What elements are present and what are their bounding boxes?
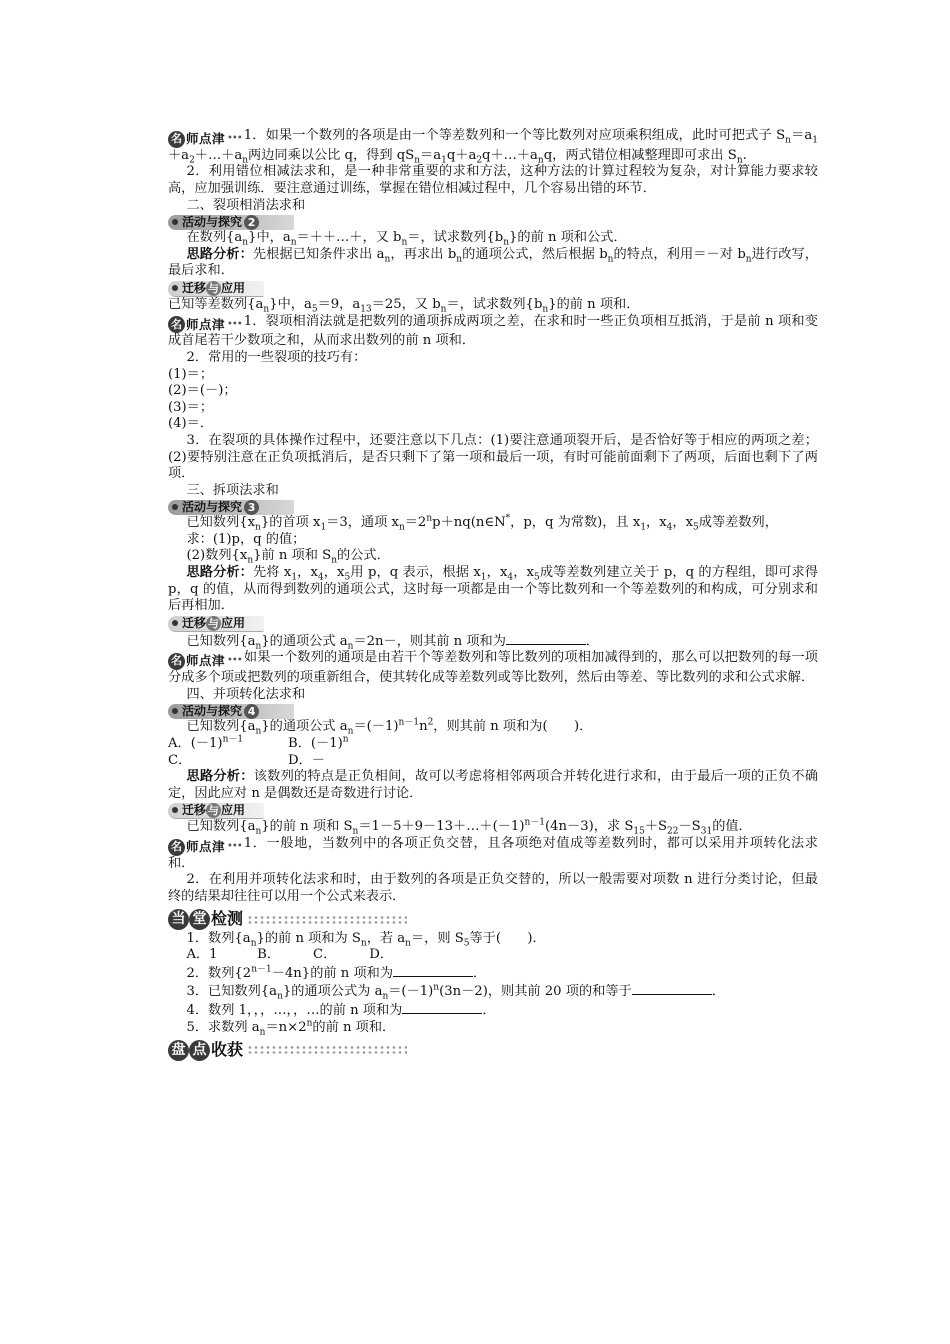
split-item-2: (2)＝(－)； — [168, 383, 237, 399]
analysis-2: 思路分析：先根据已知条件求出 $a_n$，再求出 $b_n$的通项公式，然后根据 $b_n$的特点，利用＝－对 $b_n$进行改写，最后求和． — [168, 246, 818, 279]
document-page — [168, 128, 818, 1061]
transfer-header-2: 迁移 与 应用 — [168, 281, 264, 297]
options-row-2 — [168, 753, 818, 770]
question-3: 已知数列$\{x_n\}$的首项 $x_1=3$，通项 $x_n=2^np+nq(n\in N^*$，p，q 为常数)，且 $x_1$，$x_4$，$x_5$成等差数列， — [186, 513, 778, 533]
section-heading-3: 三、拆项法求和 — [186, 482, 279, 498]
tip-2-1: 名 师点津 ••• 1．裂项相消法就是把数列的通项拆成两项之差，在求和时一些正负项相互抵消，于是前 n 项和变成首尾若干少数项之和，从而求出数列的前 n 项和． — [168, 313, 818, 349]
split-item-4: (4)＝． — [168, 416, 214, 432]
analysis-4: 思路分析：该数列的特点是正负相间，故可以考虑将相邻两项合并转化进行求和，由于最后一项的正负不确定，因此应对 n 是偶数还是奇数进行讨论． — [168, 769, 819, 801]
check-q4: 4．数列 1，，，…，，…的前 n 项和为 ． — [186, 1002, 496, 1018]
check-q3: 3．已知数列$\{a_n\}$的通项公式为 $a_n=(-1)^n(3n-2)$，则其前 20 项的和等于 ． — [186, 982, 725, 1002]
question-3-part-2: (2)数列$\{x_n\}$前 n 项和 $S_n$的公式． — [186, 548, 390, 567]
option-d[interactable]: D．－ — [288, 752, 325, 768]
tip-paragraph-1: 名 师点津 ••• 1．如果一个数列的各项是由一个等差数列和一个等比数列对应项乘积组成，此时可把式子 $S_n=a_1+a_2+\dots+a_n$两边同乘以公比 q，得到 $qS_n=a_1q+a_2q+\dots+a_nq$，两式错位相减整理即可求出 $S_n$. — [168, 128, 818, 166]
check-q1: 1．数列$\{a_n\}$的前 n 项和为 $S_n$，若 $a_n=$，则 $S_5$等于( )． — [186, 930, 546, 949]
mingshi-badge: 名 师点津 ••• — [168, 839, 242, 856]
answer-blank[interactable] — [402, 1001, 482, 1014]
tip-2-2: 2．常用的一些裂项的技巧有： — [186, 349, 367, 365]
answer-blank[interactable] — [393, 964, 473, 977]
analysis-3: 思路分析：先将 $x_1$，$x_4$，$x_5$用 p，q 表示，根据 $x_1$，$x_4$，$x_5$成等差数列建立关于 p，q 的方程组，即可求得 p，q 的值，从而得到数列的通项公式，这时每一项都是由一个等比数列和一个等差数列的和构成，可分别求和后再相加． — [168, 565, 819, 614]
transfer-question-3: 已知数列$\{a_n\}$的通项公式 $a_n=2n-$，则其前 n 项和为 ． — [186, 633, 600, 652]
transfer-question-2: 已知等差数列$\{a_n\}$中，$a_5=9$，$a_{13}=25$，又 $b_n=$，试求数列$\{b_n\}$的前 n 项和． — [168, 296, 640, 315]
question-4: 已知数列$\{a_n\}$的通项公式 $a_n=(-1)^{n-1}n^2$，则其前 n 项和为( )． — [186, 718, 593, 738]
option-b[interactable]: B．$(-1)^n$ — [288, 734, 349, 752]
transfer-header-3: 迁移 与 应用 — [168, 616, 264, 632]
section-heading-4: 四、并项转化法求和 — [186, 686, 306, 702]
split-item-1: (1)＝； — [168, 366, 214, 382]
option-a[interactable]: A．$(-1)^{n-1}$ — [168, 734, 244, 752]
activity-header-4: 活动与探究 4 — [168, 704, 294, 719]
question-2: 在数列$\{a_n\}$中，$a_n=++\dots+$，又 $b_n=$，试求数列$\{b_n\}$的前 n 项和公式． — [186, 230, 627, 248]
check-q5: 5．求数列 $a_n=n\times 2^n$的前 n 项和． — [186, 1018, 396, 1038]
tip-4-2: 2．在利用并项转化法求和时，由于数列的各项是正负交替的，所以一般需要对项数 n 进行分类讨论，但最终的结果却往往可以用一个公式来表示． — [168, 872, 818, 904]
split-item-3: (3)＝； — [168, 399, 214, 415]
section-heading-2: 二、裂项相消法求和 — [186, 197, 306, 213]
answer-blank[interactable] — [632, 982, 712, 995]
check-q2: 2．数列$\{2^{n-1}-4n\}$的前 n 项和为 ． — [186, 964, 487, 981]
tip-paragraph-2: 2．利用错位相减法求和，是一种非常重要的求和方法，这种方法的计算过程较为复杂，对计算能力要求较高，应加强训练．要注意通过训练，掌握在错位相减过程中，几个容易出错的环节． — [168, 164, 818, 196]
pandian-shouhuo-header: 盘 点 收获 — [168, 1039, 818, 1061]
option-c[interactable]: C． — [168, 752, 192, 768]
dangtang-jiance-header: 当 堂 检测 — [168, 909, 818, 931]
activity-header-2: 活动与探究 2 — [168, 215, 294, 230]
transfer-header-4: 迁移 与 应用 — [168, 803, 264, 819]
tip-2-3: 3．在裂项的具体操作过程中，还要注意以下几点：(1)要注意通项裂开后，是否恰好等于相应的两项之差；(2)要特别注意在正负项抵消后，是否只剩下了第一项和最后一项，有时可能前面剩下了两项，后面也剩下了两项． — [168, 432, 818, 482]
tip-3: 名 师点津 ••• 如果一个数列的通项是由若干个等差数列和等比数列的项相加减得到的，那么可以把数列的每一项分成多个项或把数列的项重新组合，使其转化成等差数列或等比数列，然后由等差、等比数列的求和公式求解． — [168, 650, 818, 686]
transfer-question-4: 已知数列$\{a_n\}$的前 n 项和 $S_n=1-5+9-13+\dots+(-1)^{n-1}(4n-3)$，求 $S_{15}+S_{22}-S_{31}$的值． — [186, 818, 752, 838]
check-q1-options: A．1 B． C． D． — [186, 947, 393, 963]
question-3-part-1: 求：(1)p，q 的值； — [186, 531, 306, 547]
answer-blank[interactable] — [506, 632, 586, 645]
mingshi-badge: 名 师点津 ••• — [168, 131, 242, 148]
activity-header-3: 活动与探究 3 — [168, 500, 294, 515]
mingshi-badge: 名 师点津 ••• — [168, 316, 242, 333]
tip-4-1: 名 师点津 ••• 1．一般地，当数列中的各项正负交替，且各项绝对值成等差数列时，都可以采用并项转化法求和． — [168, 835, 818, 871]
mingshi-badge: 名 师点津 ••• — [168, 653, 242, 670]
options-row-1 — [168, 736, 818, 753]
